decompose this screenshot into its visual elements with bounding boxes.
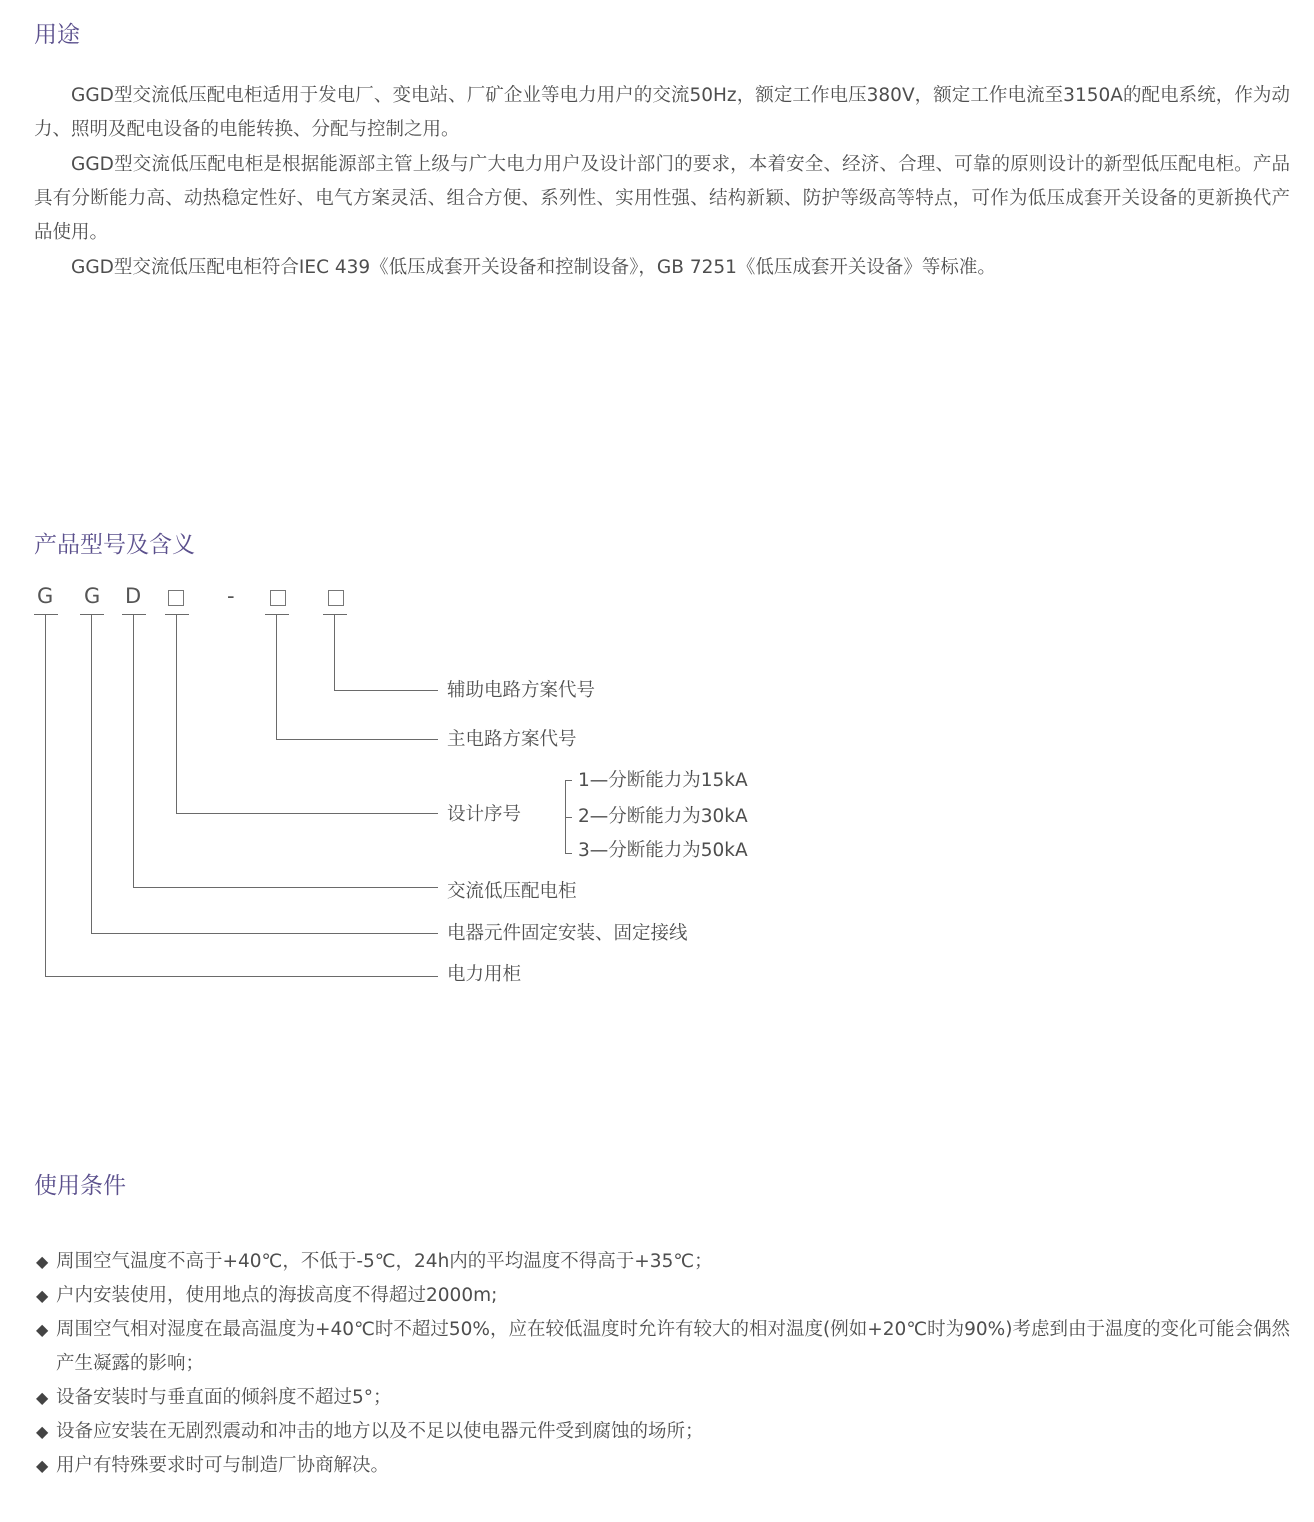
condition-item	[34, 1449, 1290, 1483]
condition-text: 周围空气相对湿度在最高温度为+40℃时不超过50%，应在较低温度时允许有较大的相对温度(例如+20℃时为90%)考虑到由于温度的变化可能会偶然产生凝露的影响；	[56, 1319, 1290, 1374]
condition-text: 用户有特殊要求时可与制造厂协商解决。	[56, 1455, 390, 1476]
condition-item	[34, 1415, 1290, 1449]
label-design-no: 设计序号	[447, 804, 522, 825]
code-letter-g2: G	[84, 584, 101, 608]
conditions-heading: 使用条件	[34, 1173, 126, 1199]
diamond-bullet-icon: ◆	[36, 1286, 49, 1305]
connector-g1-vertical	[45, 615, 46, 977]
diamond-bullet-icon: ◆	[36, 1388, 49, 1407]
code-box-aux	[328, 590, 344, 606]
code-letter-g1: G	[37, 584, 54, 608]
diamond-bullet-icon: ◆	[36, 1422, 49, 1441]
bracket-top	[565, 780, 572, 781]
diamond-bullet-icon: ◆	[36, 1252, 49, 1271]
label-aux-circuit: 辅助电路方案代号	[447, 680, 596, 701]
connector-main-vertical	[276, 615, 277, 740]
design-option-30ka: 2—分断能力为30kA	[578, 806, 748, 827]
label-ac-lv-cabinet: 交流低压配电柜	[447, 881, 577, 902]
label-power-cabinet: 电力用柜	[447, 964, 522, 985]
design-option-15ka: 1—分断能力为15kA	[578, 770, 748, 791]
usage-heading: 用途	[34, 22, 80, 48]
connector-g2-vertical	[91, 615, 92, 934]
diamond-bullet-icon: ◆	[36, 1456, 49, 1475]
underline-box-main	[265, 614, 289, 615]
bracket-middle	[565, 817, 572, 818]
condition-text: 周围空气温度不高于+40℃，不低于-5℃，24h内的平均温度不得高于+35℃；	[56, 1251, 713, 1272]
code-letter-d: D	[125, 584, 142, 608]
condition-text: 设备应安装在无剧烈震动和冲击的地方以及不足以使电器元件受到腐蚀的场所；	[56, 1421, 704, 1442]
code-box-main	[270, 590, 286, 606]
condition-item	[34, 1245, 1290, 1279]
label-fixed-installation: 电器元件固定安装、固定接线	[447, 923, 688, 944]
usage-paragraph-1: GGD型交流低压配电柜适用于发电厂、变电站、厂矿企业等电力用户的交流50Hz，额定工作电压380V，额定工作电流至3150A的配电系统，作为动力、照明及配电设备的电能转换、分配与控制之用。	[34, 85, 1290, 140]
connector-design-horizontal	[176, 813, 438, 814]
condition-item	[34, 1279, 1290, 1313]
connector-d-vertical	[133, 615, 134, 888]
diamond-bullet-icon: ◆	[36, 1320, 49, 1339]
connector-g2-horizontal	[91, 933, 438, 934]
underline-d	[122, 614, 146, 615]
condition-text: 户内安装使用，使用地点的海拔高度不得超过2000m;	[56, 1285, 498, 1306]
condition-text: 设备安装时与垂直面的倾斜度不超过5°；	[56, 1387, 392, 1408]
connector-aux-horizontal	[334, 690, 438, 691]
usage-paragraph-3: GGD型交流低压配电柜符合IEC 439《低压成套开关设备和控制设备》，GB 7251《低压成套开关设备》等标准。	[71, 257, 996, 278]
connector-aux-vertical	[334, 615, 335, 691]
condition-item	[34, 1313, 1290, 1381]
connector-g1-horizontal	[45, 976, 438, 977]
underline-g2	[80, 614, 104, 615]
underline-box-aux	[323, 614, 347, 615]
bracket-bottom	[565, 853, 572, 854]
label-main-circuit: 主电路方案代号	[447, 729, 577, 750]
condition-item	[34, 1381, 1290, 1415]
conditions-list	[34, 1245, 1290, 1483]
code-dash: -	[227, 584, 235, 608]
model-heading: 产品型号及含义	[34, 532, 195, 558]
connector-design-vertical	[176, 615, 177, 814]
connector-d-horizontal	[133, 887, 438, 888]
underline-g1	[34, 614, 58, 615]
design-option-50ka: 3—分断能力为50kA	[578, 840, 748, 861]
code-box-design	[168, 590, 184, 606]
underline-box-design	[165, 614, 189, 615]
usage-paragraph-2: GGD型交流低压配电柜是根据能源部主管上级与广大电力用户及设计部门的要求，本着安全、经济、合理、可靠的原则设计的新型低压配电柜。产品具有分断能力高、动热稳定性好、电气方案灵活、组合方便、系列性、实用性强、结构新颖、防护等级高等特点，可作为低压成套开关设备的更新换代产品使用。	[34, 154, 1290, 243]
connector-main-horizontal	[276, 739, 438, 740]
